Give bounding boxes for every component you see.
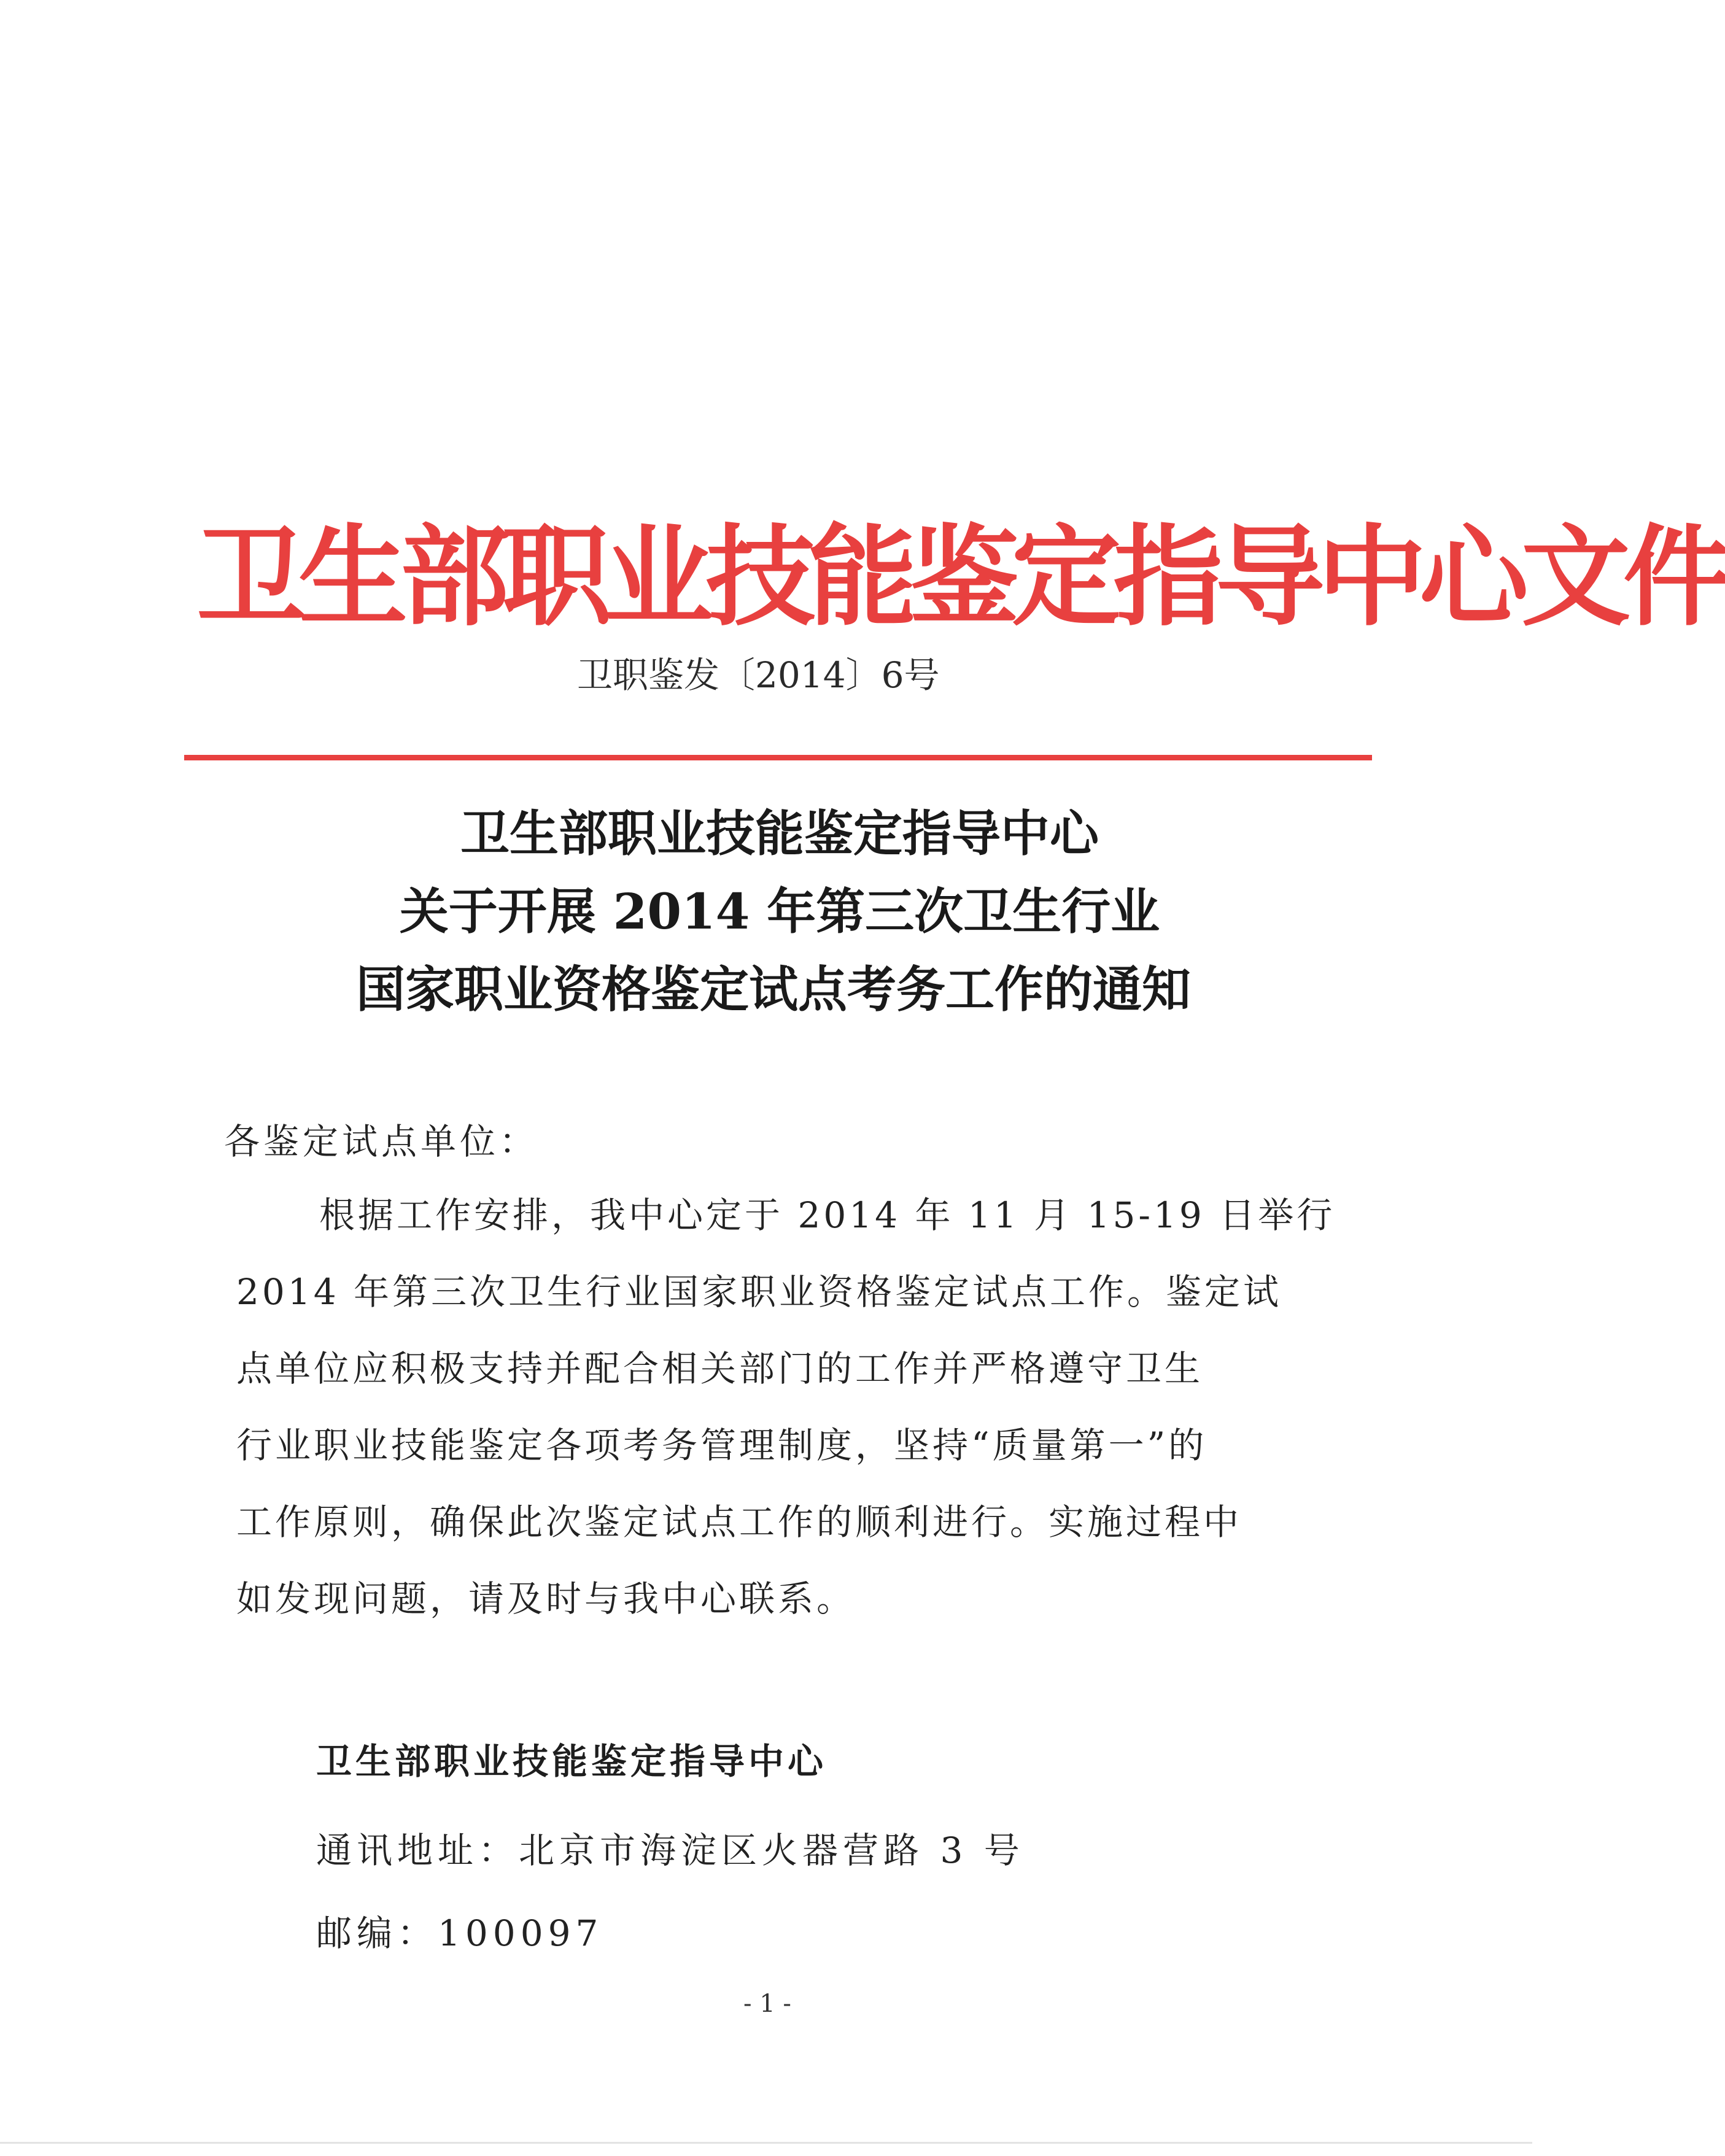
notice-title-line-2: 关于开展 2014 年第三次卫生行业 — [399, 883, 1160, 940]
document-header-title: 卫生部职业技能鉴定指导中心文件 — [196, 512, 1725, 641]
body-line: 点单位应积极支持并配合相关部门的工作并严格遵守卫生 — [236, 1348, 1204, 1389]
mailing-address: 通讯地址：北京市海淀区火器营路 3 号 — [316, 1830, 1025, 1871]
notice-title-line-1: 卫生部职业技能鉴定指导中心 — [460, 805, 1099, 862]
notice-title-line-3: 国家职业资格鉴定试点考务工作的通知 — [356, 960, 1191, 1018]
body-line: 如发现问题，请及时与我中心联系。 — [236, 1578, 856, 1620]
document-number: 卫职鉴发〔2014〕6号 — [577, 654, 940, 696]
salutation: 各鉴定试点单位： — [224, 1121, 539, 1162]
page-number: - 1 - — [743, 1990, 791, 2018]
scan-edge-divider — [0, 2142, 1532, 2144]
body-line: 根据工作安排，我中心定于 2014 年 11 月 15-19 日举行 — [319, 1194, 1336, 1236]
body-line: 2014 年第三次卫生行业国家职业资格鉴定试点工作。鉴定试 — [236, 1271, 1282, 1313]
header-divider — [184, 755, 1372, 760]
body-line: 工作原则，确保此次鉴定试点工作的顺利进行。实施过程中 — [236, 1501, 1242, 1543]
issuing-organization: 卫生部职业技能鉴定指导中心 — [316, 1741, 828, 1782]
body-line: 行业职业技能鉴定各项考务管理制度，坚持“质量第一”的 — [236, 1424, 1208, 1466]
postcode: 邮编：100097 — [316, 1912, 603, 1954]
